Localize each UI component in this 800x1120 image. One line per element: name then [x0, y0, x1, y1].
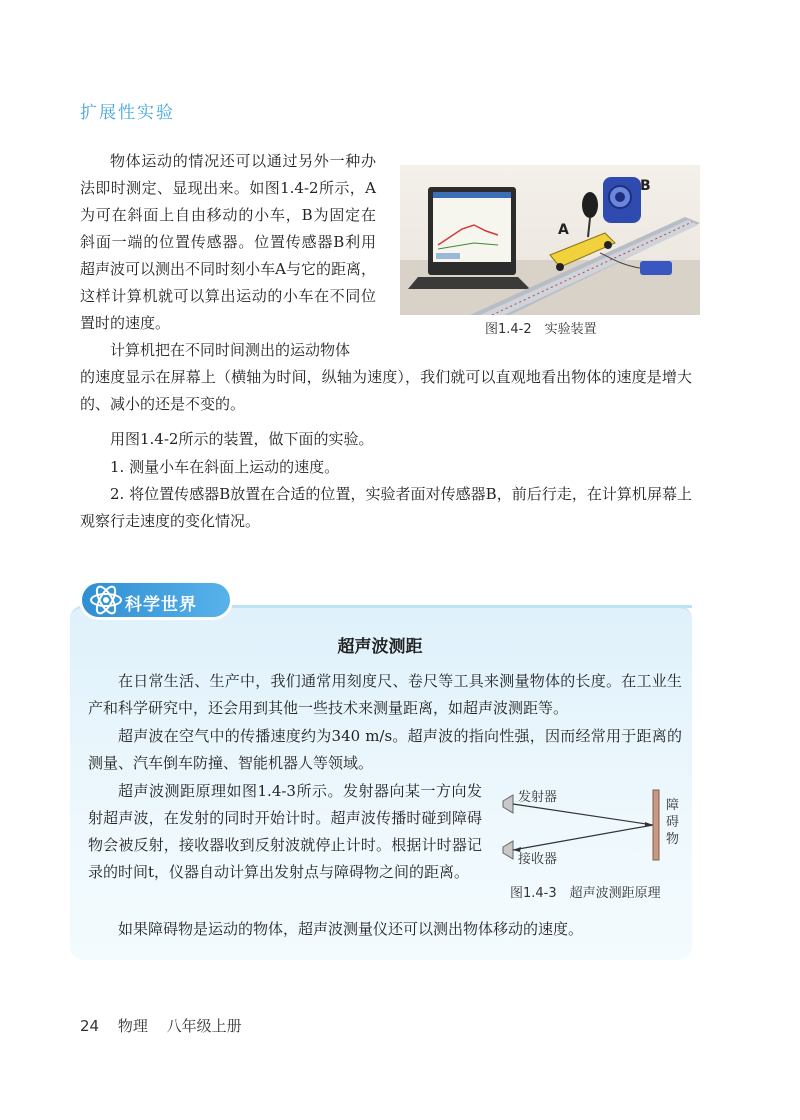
label-cart-a: A: [558, 222, 569, 238]
page-footer: [80, 1015, 256, 1036]
footer-grade: 八年级上册: [166, 1017, 242, 1035]
section-heading: 扩展性实验: [80, 103, 175, 123]
science-world-rule: [230, 605, 692, 608]
para3: 用图1.4-2所示的装置，做下面的实验。: [110, 430, 374, 448]
step1: 1. 测量小车在斜面上运动的速度。: [110, 458, 340, 476]
receiver-label: 接收器: [518, 852, 558, 867]
step2: 2. 将位置传感器B放置在合适的位置，实验者面对传感器B，前后行走，在计算机屏幕上观察行走速度的变化情况。: [80, 485, 692, 530]
page-number: 24: [80, 1017, 100, 1035]
science-p2: 超声波在空气中的传播速度约为340 m/s。超声波的指向性强，因而经常用于距离的测量、汽车倒车防撞、智能机器人等领域。: [88, 727, 682, 772]
figure3-caption: 图1.4-3 超声波测距原理: [510, 886, 661, 901]
experiment-setup-illustration: [400, 165, 700, 315]
atom-icon: [86, 583, 126, 617]
science-world-badge-text: 科学世界: [125, 595, 197, 615]
figure-experiment-setup: [400, 165, 700, 315]
obstacle-label: 障碍物: [666, 798, 680, 847]
para2-line1: 计算机把在不同时间测出的运动物体: [110, 341, 351, 359]
para2-rest: 的速度显示在屏幕上（横轴为时间，纵轴为速度），我们就可以直观地看出物体的速度是增大的、减小的还是不变的。: [80, 368, 692, 413]
footer-subject: 物理: [117, 1017, 148, 1035]
emitter-label: 发射器: [518, 790, 558, 805]
label-sensor-b: B: [640, 178, 651, 194]
science-p4: 如果障碍物是运动的物体，超声波测量仪还可以测出物体移动的速度。: [118, 920, 584, 938]
science-world-title: 超声波测距: [337, 637, 423, 657]
intro-paragraph: 物体运动的情况还可以通过另外一种办法即时测定、显现出来。如图1.4-2所示，A为可在斜面上自由移动的小车，B为固定在斜面一端的位置传感器。位置传感器B利用超声波可以测出不同时刻小车A与它的距离，这样计算机就可以算出运动的小车在不同位置时的速度。: [80, 152, 376, 332]
science-p3: 超声波测距原理如图1.4-3所示。发射器向某一方向发射超声波，在发射的同时开始计时。超声波传播时碰到障碍物会被反射，接收器收到反射波就停止计时。根据计时器记录的时间t，仪器自动计算出发射点与障碍物之间的距离。: [88, 782, 482, 881]
science-p1: 在日常生活、生产中，我们通常用刻度尺、卷尺等工具来测量物体的长度。在工业生产和科学研究中，还会用到其他一些技术来测量距离，如超声波测距等。: [88, 672, 682, 717]
figure2-caption: 图1.4-2 实验装置: [485, 322, 597, 337]
